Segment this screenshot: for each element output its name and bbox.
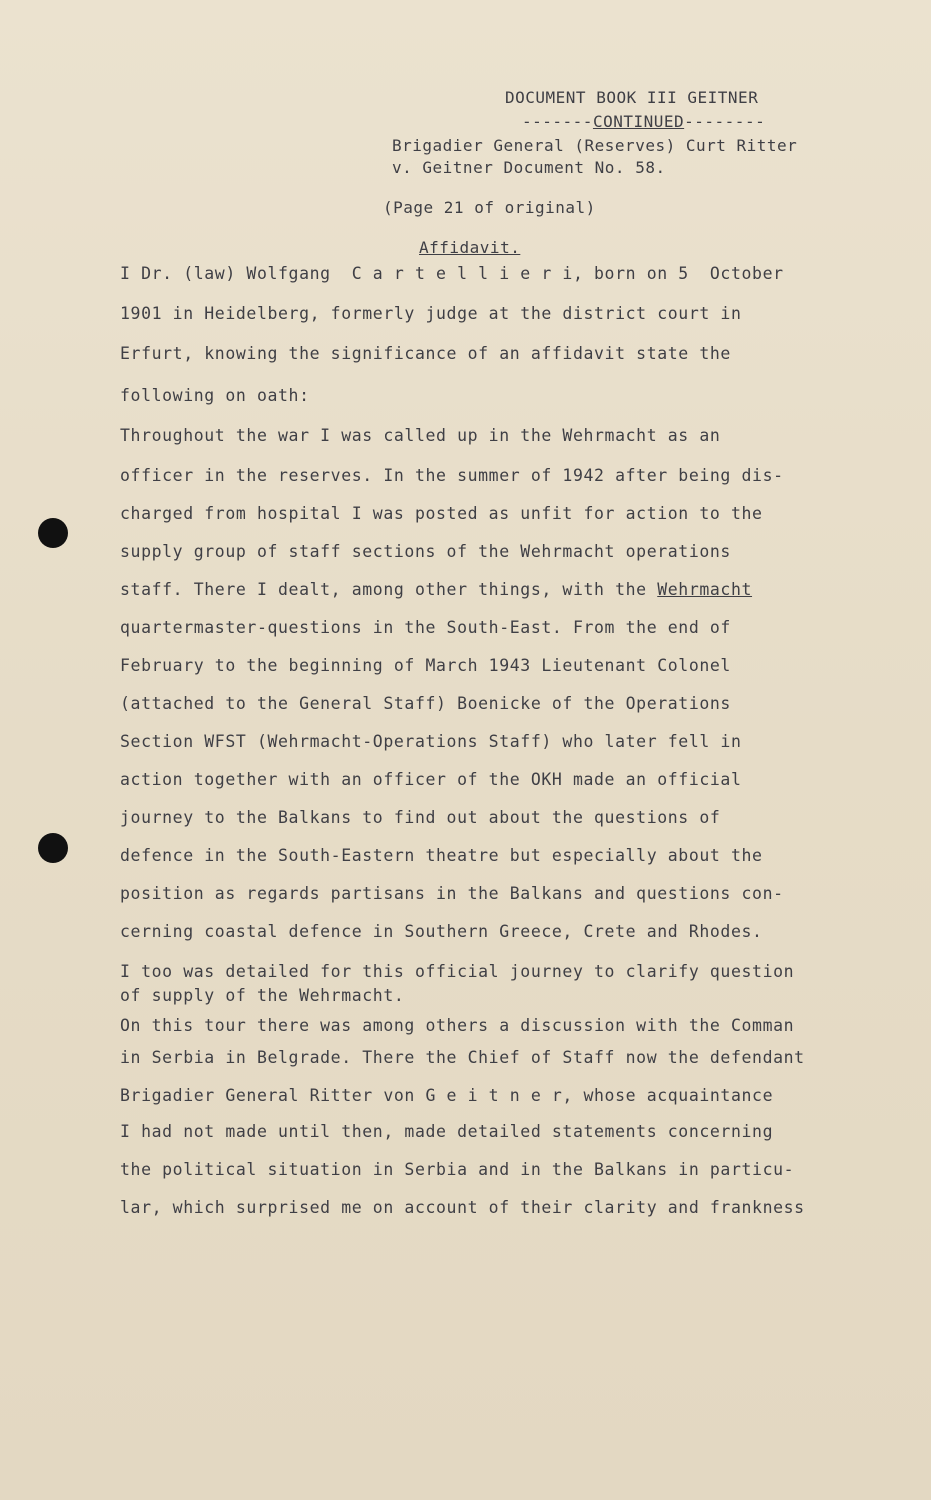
body-line: I Dr. (law) Wolfgang C a r t e l l i e r i, born on 5 October — [120, 264, 784, 283]
continued-label: -------CONTINUED-------- — [522, 112, 766, 131]
body-line: following on oath: — [120, 386, 310, 405]
page-reference: (Page 21 of original) — [383, 198, 596, 217]
brigadier-line: Brigadier General (Reserves) Curt Ritter — [392, 136, 798, 155]
continued-text: CONTINUED — [592, 112, 685, 131]
body-line — [120, 582, 752, 598]
body-line: lar, which surprised me on account of their clarity and frankness — [120, 1198, 805, 1217]
body-line: 1901 in Heidelberg, formerly judge at the district court in — [120, 304, 742, 323]
body-line: Brigadier General Ritter von G e i t n e r, whose acquaintance — [120, 1086, 774, 1105]
body-line: Erfurt, knowing the significance of an affidavit state the — [120, 344, 731, 363]
body-line: of supply of the Wehrmacht. — [120, 986, 405, 1005]
body-line: charged from hospital I was posted as unfit for action to the — [120, 504, 763, 523]
body-line: officer in the reserves. In the summer of 1942 after being dis- — [120, 466, 784, 485]
body-line: the political situation in Serbia and in the Balkans in particu- — [120, 1160, 795, 1179]
binder-hole-upper — [38, 518, 68, 548]
body-line: position as regards partisans in the Balkans and questions con- — [120, 884, 784, 903]
affidavit-title: Affidavit. — [419, 238, 521, 257]
body-line: journey to the Balkans to find out about the questions of — [120, 808, 721, 827]
document-header — [0, 0, 931, 257]
body-line: Throughout the war I was called up in the Wehrmacht as an — [120, 426, 721, 445]
body-line: quartermaster-questions in the South-East. From the end of — [120, 618, 731, 637]
body-line: I had not made until then, made detailed statements concerning — [120, 1122, 774, 1141]
body-line: cerning coastal defence in Southern Greece, Crete and Rhodes. — [120, 922, 763, 941]
body-line: (attached to the General Staff) Boenicke of the Operations — [120, 694, 731, 713]
body-line: defence in the South-Eastern theatre but especially about the — [120, 846, 763, 865]
body-line: in Serbia in Belgrade. There the Chief of Staff now the defendant — [120, 1048, 805, 1067]
body-line-text: staff. There I dealt, among other things, with the — [120, 580, 658, 599]
binder-hole-lower — [38, 833, 68, 863]
document-number: v. Geitner Document No. 58. — [392, 158, 666, 177]
body-line: I too was detailed for this official journey to clarify question — [120, 962, 795, 981]
body-line: supply group of staff sections of the Wehrmacht operations — [120, 542, 731, 561]
body-line: Section WFST (Wehrmacht-Operations Staff) who later fell in — [120, 732, 742, 751]
document-book-label: DOCUMENT BOOK III GEITNER — [505, 88, 759, 107]
underlined-word: Wehrmacht — [657, 580, 753, 599]
body-line: On this tour there was among others a discussion with the Comman — [120, 1016, 795, 1035]
body-line: action together with an officer of the OKH made an official — [120, 770, 742, 789]
body-line: February to the beginning of March 1943 Lieutenant Colonel — [120, 656, 731, 675]
